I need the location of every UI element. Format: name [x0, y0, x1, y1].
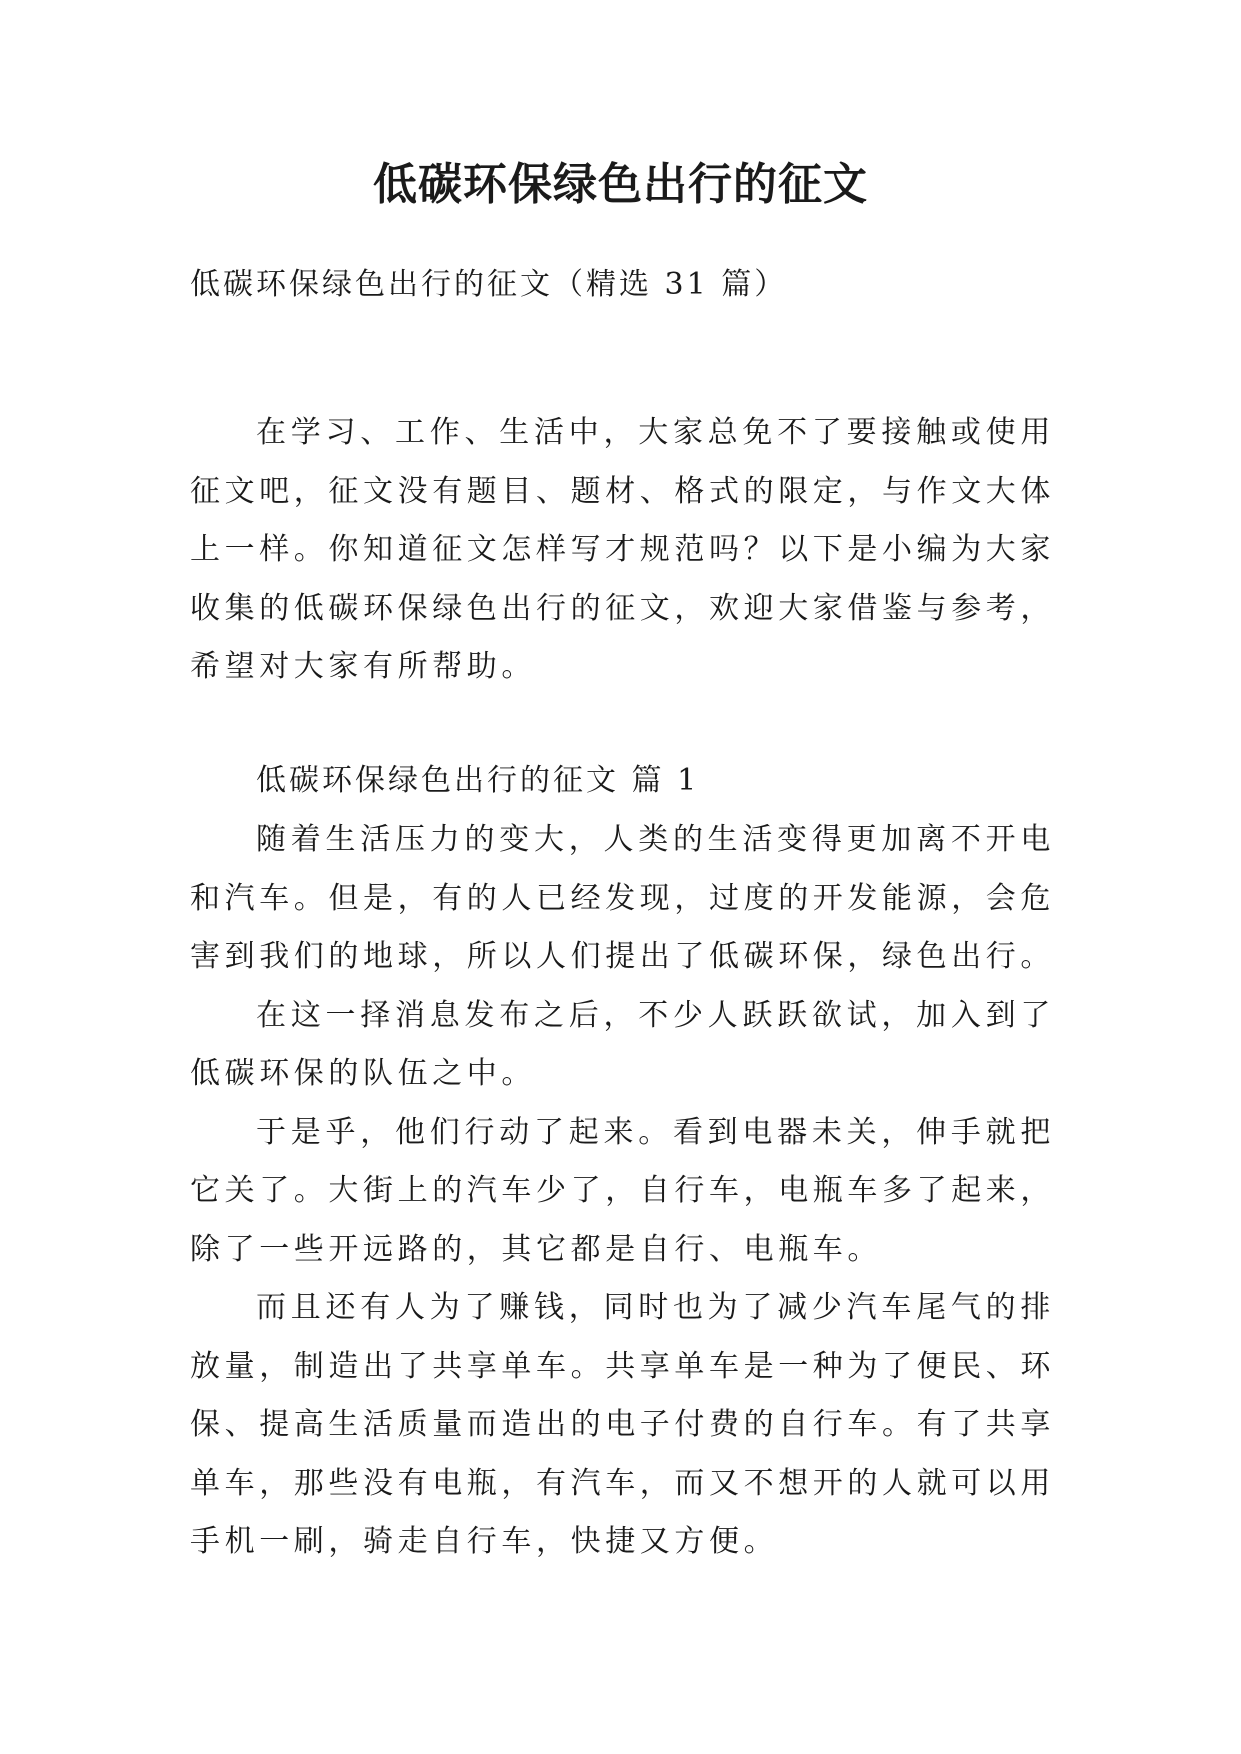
section-heading: 低碳环保绿色出行的征文 篇 1 [256, 763, 700, 798]
intro-paragraph: 在学习、工作、生活中，大家总免不了要接触或使用征文吧，征文没有题目、题材、格式的限定，与作文大体上一样。你知道征文怎样写才规范吗？以下是小编为大家收集的低碳环保绿色出行的征文，欢迎大家借鉴与参考，希望对大家有所帮助。 [190, 415, 1055, 684]
body-paragraph: 于是乎，他们行动了起来。看到电器未关，伸手就把它关了。大街上的汽车少了，自行车，电瓶车多了起来，除了一些开远路的，其它都是自行、电瓶车。 [190, 1114, 1055, 1267]
section-body [190, 811, 1055, 1572]
document-title: 低碳环保绿色出行的征文 [373, 159, 868, 210]
body-paragraph: 而且还有人为了赚钱，同时也为了减少汽车尾气的排放量，制造出了共享单车。共享单车是一种为了便民、环保、提高生活质量而造出的电子付费的自行车。有了共享单车，那些没有电瓶，有汽车，而又不想开的人就可以用手机一刷，骑走自行车，快捷又方便。 [190, 1290, 1055, 1559]
body-paragraph: 在这一择消息发布之后，不少人跃跃欲试，加入到了低碳环保的队伍之中。 [190, 997, 1055, 1091]
document-subtitle: 低碳环保绿色出行的征文（精选 31 篇） [190, 267, 788, 302]
body-paragraph: 随着生活压力的变大，人类的生活变得更加离不开电和汽车。但是，有的人已经发现，过度的开发能源，会危害到我们的地球，所以人们提出了低碳环保，绿色出行。 [190, 822, 1055, 974]
